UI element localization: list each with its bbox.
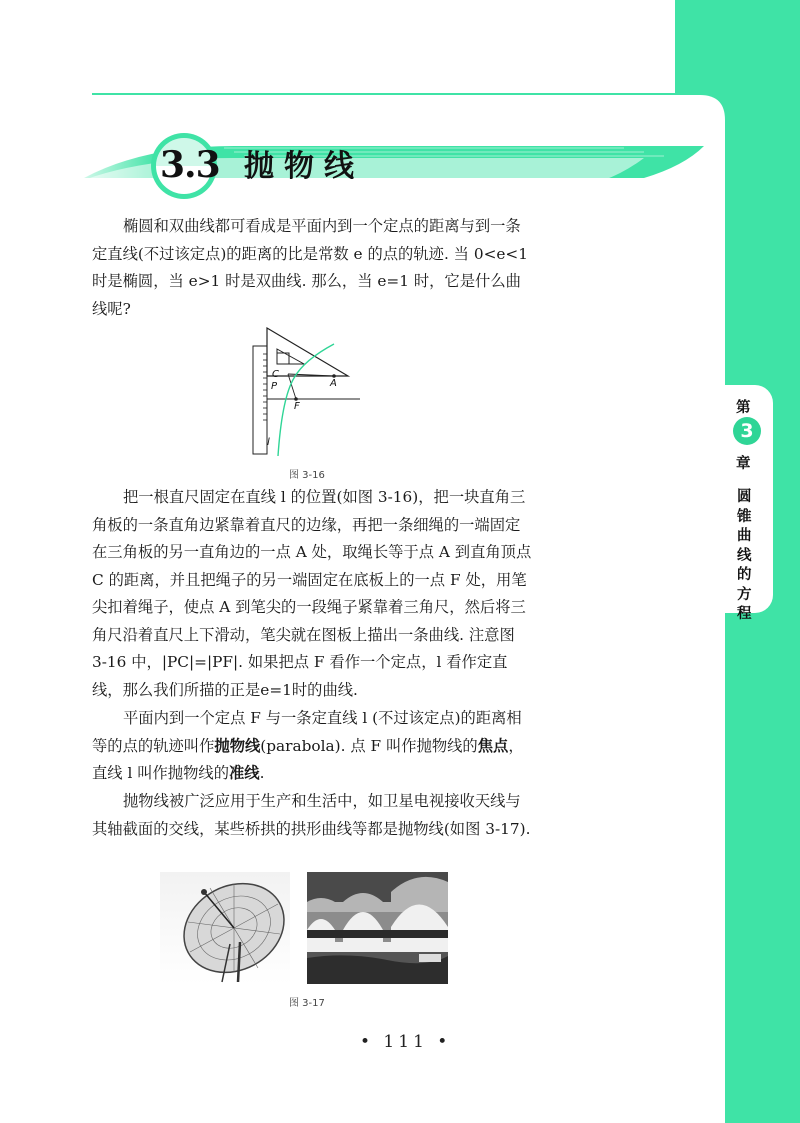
definition-text-2: (parabola). 点 F 叫作抛物线的 [260, 736, 478, 755]
label-A: A [330, 378, 337, 389]
label-C: C [272, 369, 279, 380]
figure-3-16-diagram [248, 326, 363, 458]
label-P: P [271, 381, 278, 392]
paragraph-intro [92, 213, 532, 323]
figure-3-16-caption: 图 3-16 [289, 470, 325, 481]
arch-bridge-photo [307, 872, 448, 984]
figure-3-17-caption: 图 3-17 [289, 998, 325, 1009]
header-rule [92, 93, 702, 95]
paragraph-applications [92, 788, 532, 843]
paragraph-construction-text: 把一根直尺固定在直线 l 的位置(如图 3-16)，把一块直角三角板的一条直角边紧靠着直尺的边缘，再把一条细绳的一端固定在三角板的另一直角边的一点 A 处，取绳长等于点 A 到直角顶点C 的距离，并且把绳子的另一端固定在底板上的一点 F 处，用笔尖扣着绳子，使点 A 到笔尖的一段绳子紧靠着三角尺，然后将三角尺沿着直尺上下滑动，笔尖就在图板上描出一条曲线. 注意图 3-16 中，|PC|=|PF|. 如果把点 F 看作一个定点，l 看作定直线，那么我们所描的正是e=1时的曲线. [92, 488, 532, 699]
section-number: 3.3 [160, 144, 220, 186]
paragraph-definition [92, 705, 532, 788]
label-l: l [267, 437, 270, 448]
chapter-tab-suffix: 章 [736, 456, 751, 472]
term-directrix: 准线 [229, 764, 260, 782]
term-focus: 焦点 [477, 736, 509, 755]
term-parabola: 抛物线 [214, 736, 261, 755]
definition-text-1: 平面内到一个定点 F 与一条定直线 l (不过该定点)的距离相等的点的轨迹叫作 [92, 709, 522, 755]
label-F: F [294, 401, 300, 412]
satellite-dish-photo [160, 872, 290, 984]
chapter-title-vertical: 圆锥曲线的方程 [737, 489, 752, 622]
paragraph-construction [92, 484, 532, 704]
definition-text-3: ，直线 l 叫作抛物线的 [92, 736, 524, 782]
definition-text-4: . [259, 764, 265, 782]
chapter-number-badge: 3 [733, 417, 761, 445]
chapter-tab-prefix: 第 [736, 400, 751, 416]
section-title: 抛物线 [244, 149, 364, 184]
page-number: • 111 • [360, 1032, 452, 1052]
paragraph-intro-text: 椭圆和双曲线都可看成是平面内到一个定点的距离与到一条定直线(不过该定点)的距离的比是常数 e 的点的轨迹. 当 0<e<1 时是椭圆，当 e>1 时是双曲线. 那么，当 e=1 时，它是什么曲线呢? [92, 217, 528, 318]
paragraph-applications-text: 抛物线被广泛应用于生产和生活中，如卫星电视接收天线与其轴截面的交线，某些桥拱的拱形曲线等都是抛物线(如图 3-17). [92, 792, 531, 838]
